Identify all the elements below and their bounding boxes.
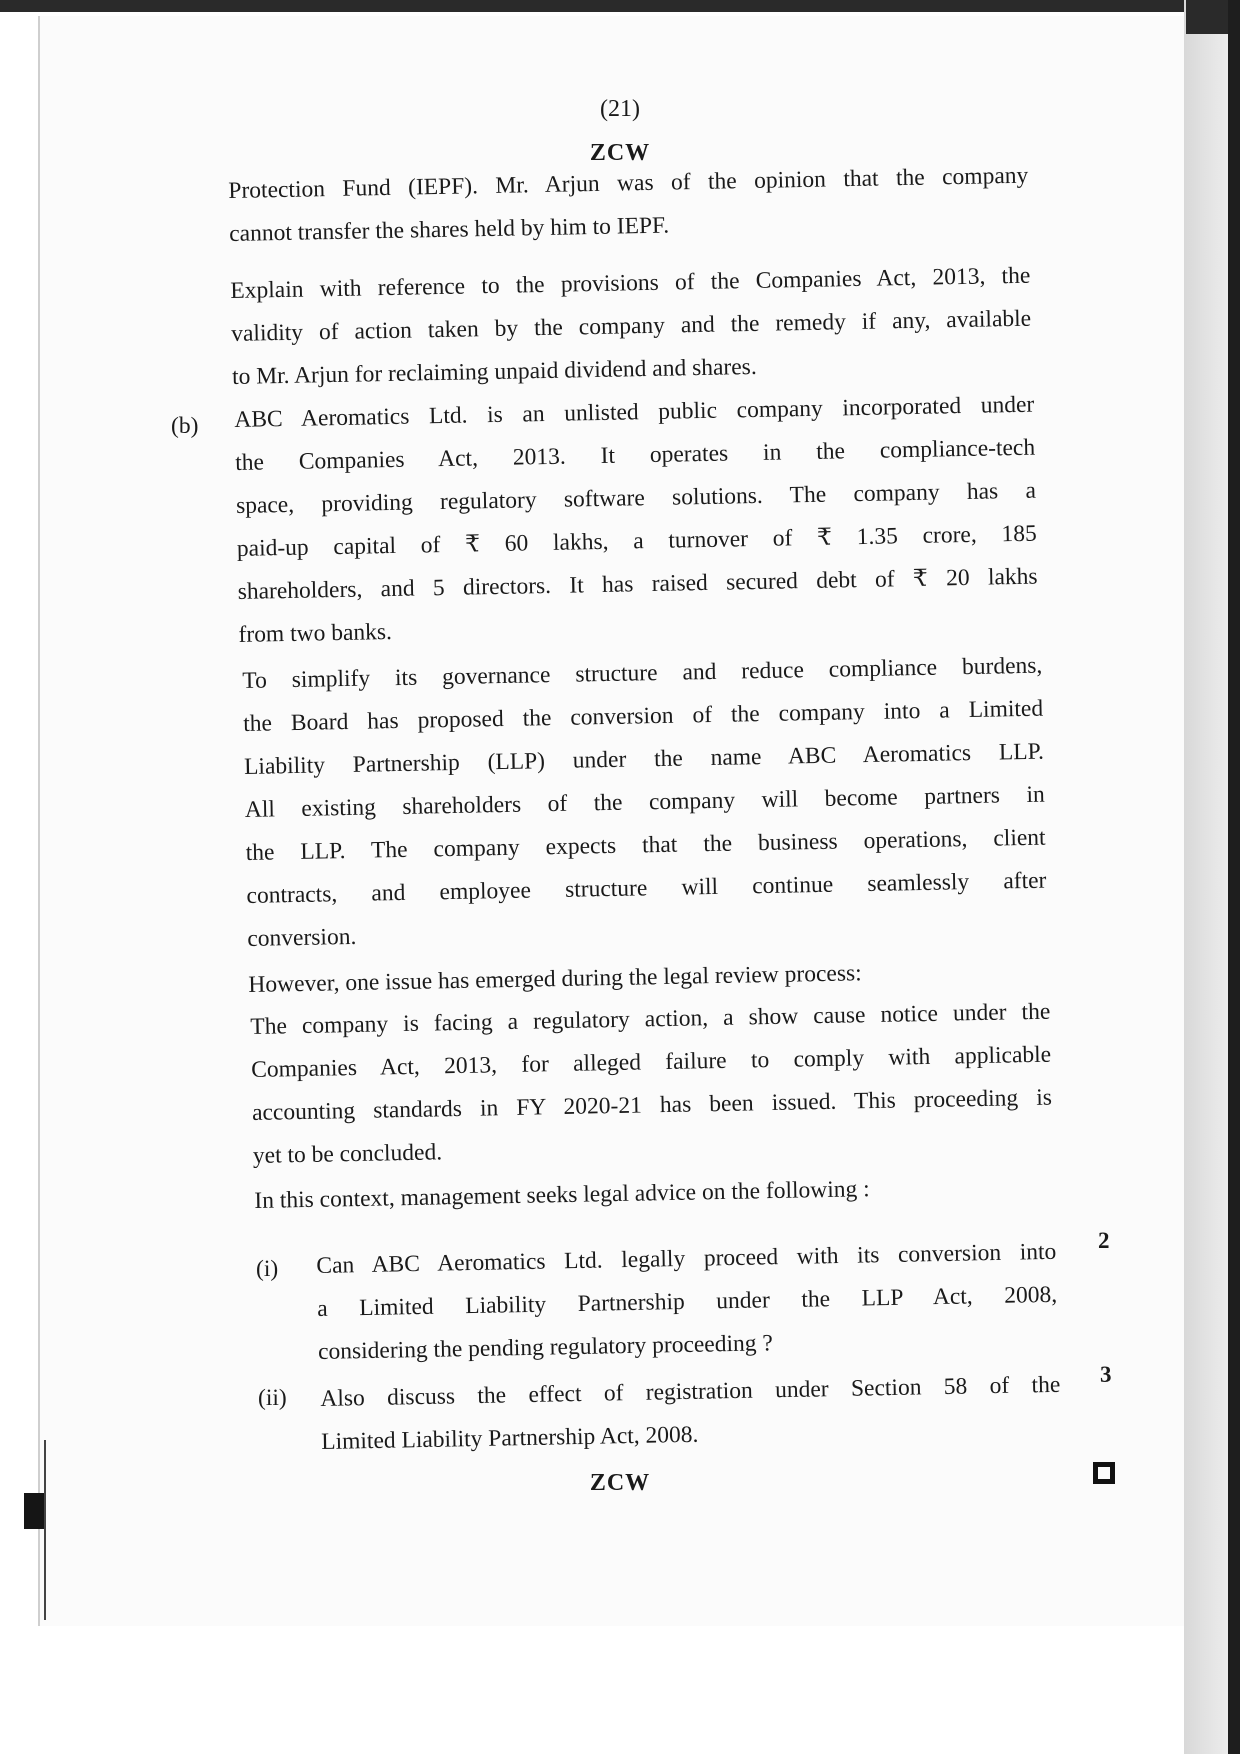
paragraph-explain	[230, 255, 1032, 399]
text-line: ABC Aeromatics Ltd. is an unlisted public company incorporated under	[234, 391, 1035, 433]
text-line: from two banks.	[238, 619, 393, 648]
sub-question-i-label: (i)	[256, 1256, 279, 1282]
text-line: accounting standards in FY 2020-21 has been issued. This proceeding is	[251, 1084, 1053, 1126]
sub-question-i	[316, 1231, 1058, 1374]
text-line: validity of action taken by the company and the remedy if any, available	[230, 305, 1032, 347]
text-line: Companies Act, 2013, for alleged failure to comply with applicable	[250, 1041, 1052, 1083]
text-line: Liability Partnership (LLP) under the name ABC Aeromatics LLP.	[243, 738, 1045, 780]
text-line: considering the pending regulatory proceeding ?	[317, 1330, 774, 1365]
scan-border-top	[0, 0, 1240, 12]
text-line: the LLP. The company expects that the business operations, client	[245, 824, 1046, 866]
square-icon	[1093, 1462, 1115, 1484]
text-line: Protection Fund (IEPF). Mr. Arjun was of the opinion that the company	[228, 162, 1029, 204]
paper-code-header: ZCW	[589, 140, 651, 166]
text-line: contracts, and employee structure will continue seamlessly after	[246, 867, 1047, 909]
paragraph-regulatory-action	[250, 991, 1053, 1178]
text-line: the Board has proposed the conversion of the company into a Limited	[242, 695, 1044, 737]
text-line: cannot transfer the shares held by him to IEPF.	[228, 212, 670, 247]
binding-mark	[24, 1493, 44, 1529]
part-b-label: (b)	[171, 413, 199, 439]
page-number: (21)	[600, 96, 640, 122]
paper-code-footer: ZCW	[589, 1470, 651, 1496]
text-line: yet to be concluded.	[252, 1139, 443, 1169]
text-line: space, providing regulatory software solutions. The company has a	[235, 477, 1037, 519]
text-line: However, one issue has emerged during the legal review process:	[248, 960, 862, 998]
text-line: conversion.	[247, 923, 357, 952]
text-line: paid-up capital of ₹ 60 lakhs, a turnover of ₹ 1.35 crore, 185	[236, 520, 1037, 562]
sub-question-ii	[320, 1364, 1062, 1464]
binding-line	[44, 1440, 46, 1620]
marks-sub-question-i: 2	[1098, 1228, 1110, 1253]
text-line: Can ABC Aeromatics Ltd. legally proceed with its conversion into	[316, 1238, 1057, 1279]
marks-sub-question-ii: 3	[1100, 1362, 1112, 1387]
text-line: shareholders, and 5 directors. It has raised secured debt of ₹ 20 lakhs	[237, 563, 1038, 605]
text-line: a Limited Liability Partnership under the LLP Act, 2008,	[316, 1281, 1058, 1322]
text-line: The company is facing a regulatory action, a show cause notice under the	[250, 998, 1051, 1040]
text-line: Explain with reference to the provisions of the Companies Act, 2013, the	[230, 262, 1031, 304]
sub-question-ii-label: (ii)	[258, 1385, 287, 1411]
text-line: Also discuss the effect of registration under Section 58 of the	[320, 1371, 1061, 1412]
text-line: All existing shareholders of the company will become partners in	[244, 781, 1045, 823]
paragraph-conversion-proposal	[242, 645, 1048, 961]
paragraph-company-profile	[234, 384, 1039, 657]
text-line: Limited Liability Partnership Act, 2008.	[320, 1421, 699, 1455]
text-line: the Companies Act, 2013. It operates in the compliance-tech	[234, 434, 1036, 476]
paragraph-iepf	[228, 155, 1030, 256]
text-line: to Mr. Arjun for reclaiming unpaid dividend and shares.	[231, 353, 757, 390]
text-line: To simplify its governance structure and reduce compliance burdens,	[242, 652, 1043, 694]
text-line: In this context, management seeks legal advice on the following :	[254, 1176, 870, 1214]
